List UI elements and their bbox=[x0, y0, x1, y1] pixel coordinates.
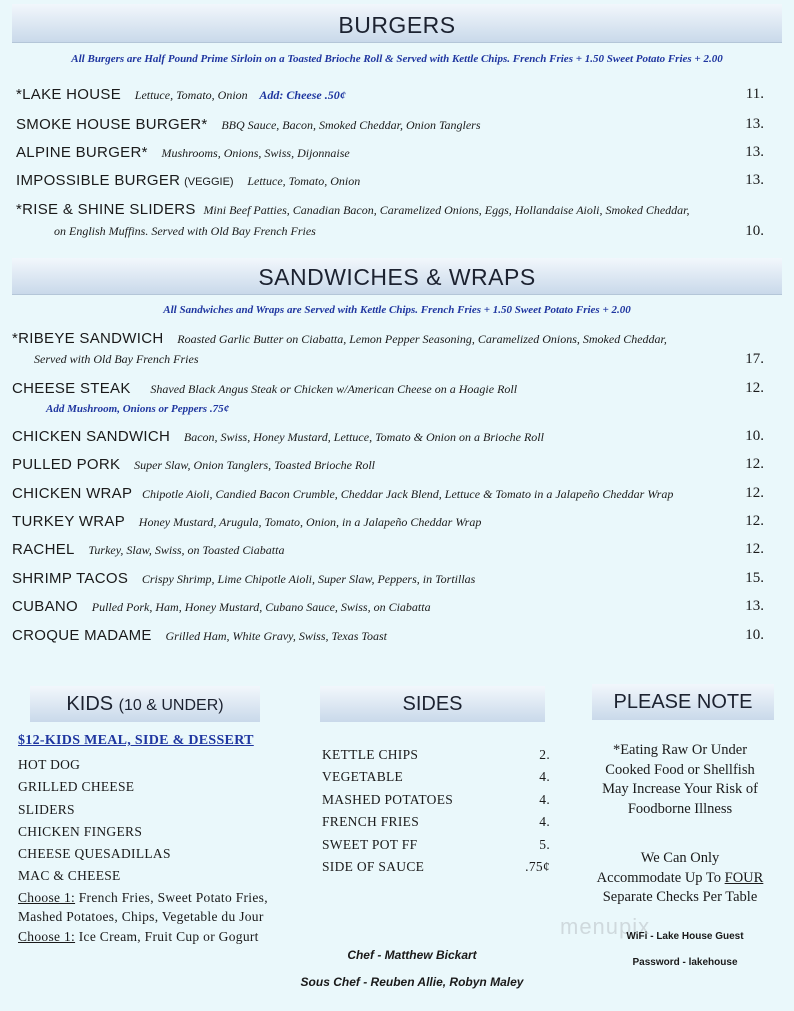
item-price: 15. bbox=[745, 570, 764, 586]
item-desc: Pulled Pork, Ham, Honey Mustard, Cubano Sauce, Swiss, on Ciabatta bbox=[91, 600, 431, 614]
item-name: *LAKE HOUSE bbox=[16, 86, 122, 103]
kids-choose-dessert bbox=[18, 929, 259, 945]
burgers-banner bbox=[12, 4, 782, 43]
side-name: KETTLE CHIPS bbox=[322, 747, 419, 762]
item-name: CUBANO bbox=[12, 598, 78, 615]
menu-item bbox=[16, 116, 764, 134]
item-desc: Mushrooms, Onions, Swiss, Dijonnaise bbox=[161, 146, 350, 160]
item-name: RACHEL bbox=[12, 541, 75, 558]
kids-deal: $12-KIDS MEAL, SIDE & DESSERT bbox=[18, 733, 254, 748]
item-desc: Grilled Ham, White Gravy, Swiss, Texas Toast bbox=[165, 629, 387, 643]
item-price: 13. bbox=[745, 598, 764, 614]
menu-item bbox=[12, 541, 764, 559]
sous-chef-credit: Sous Chef - Reuben Allie, Robyn Maley bbox=[300, 975, 524, 989]
kids-title: KIDS bbox=[66, 693, 114, 715]
checks-line: Separate Checks Per Table bbox=[602, 889, 758, 905]
item-name: SHRIMP TACOS bbox=[12, 570, 129, 587]
item-price: 13. bbox=[745, 172, 764, 188]
item-desc: Super Slaw, Onion Tanglers, Toasted Brioche Roll bbox=[134, 458, 375, 472]
checks-emphasis: FOUR bbox=[724, 869, 764, 886]
item-desc: Honey Mustard, Arugula, Tomato, Onion, in a Jalapeño Cheddar Wrap bbox=[138, 515, 482, 529]
sides-title: SIDES bbox=[402, 693, 463, 715]
menu-item bbox=[16, 201, 764, 219]
menu-item bbox=[12, 380, 764, 398]
menu-item bbox=[12, 598, 764, 616]
please-note-banner bbox=[592, 684, 774, 720]
item-desc: Shaved Black Angus Steak or Chicken w/American Cheese on a Hoagie Roll bbox=[150, 382, 518, 396]
kids-item: MAC & CHEESE bbox=[18, 868, 121, 883]
sandwiches-title: SANDWICHES & WRAPS bbox=[258, 264, 536, 290]
item-name: *RISE & SHINE SLIDERS bbox=[16, 201, 196, 218]
side-price: 4. bbox=[539, 769, 550, 784]
item-name: CROQUE MADAME bbox=[12, 627, 152, 644]
item-name: *RIBEYE SANDWICH bbox=[12, 330, 164, 347]
menu-item bbox=[16, 86, 764, 104]
side-price: .75¢ bbox=[525, 859, 550, 874]
item-desc: Lettuce, Tomato, Onion bbox=[247, 174, 361, 188]
item-desc: BBQ Sauce, Bacon, Smoked Cheddar, Onion Tanglers bbox=[221, 118, 481, 132]
item-desc: Lettuce, Tomato, Onion bbox=[134, 88, 248, 102]
item-desc: Crispy Shrimp, Lime Chipotle Aioli, Super Slaw, Peppers, in Tortillas bbox=[141, 572, 476, 586]
side-name: SIDE OF SAUCE bbox=[322, 859, 425, 874]
side-item bbox=[322, 747, 550, 763]
item-price: 12. bbox=[745, 485, 764, 501]
item-name: CHEESE STEAK bbox=[12, 380, 131, 397]
item-desc: on English Muffins. Served with Old Bay French Fries bbox=[54, 224, 316, 238]
item-desc: Roasted Garlic Butter on Ciabatta, Lemon Pepper Seasoning, Caramelized Onions, Smoked Cheddar, bbox=[177, 332, 667, 346]
side-item bbox=[322, 792, 550, 808]
menu-item bbox=[12, 627, 764, 645]
side-price: 5. bbox=[539, 837, 550, 852]
kids-banner bbox=[30, 686, 260, 722]
menu-item bbox=[16, 144, 764, 162]
menu-item bbox=[16, 172, 764, 190]
item-desc: Turkey, Slaw, Swiss, on Toasted Ciabatta bbox=[88, 543, 285, 557]
side-name: VEGETABLE bbox=[322, 769, 404, 784]
item-price: 12. bbox=[745, 513, 764, 529]
warning-line: Cooked Food or Shellfish bbox=[605, 761, 755, 778]
checks-line: We Can Only bbox=[640, 850, 720, 866]
warning-line: Foodborne Illness bbox=[627, 800, 733, 817]
raw-food-warning bbox=[575, 741, 785, 819]
choose-text: Ice Cream, Fruit Cup or Gogurt bbox=[75, 929, 259, 944]
kids-item: CHICKEN FINGERS bbox=[18, 824, 143, 839]
item-name: TURKEY WRAP bbox=[12, 513, 126, 530]
choose-label: Choose 1: bbox=[18, 890, 76, 905]
chef-credit: Chef - Matthew Bickart bbox=[347, 948, 477, 962]
side-price: 4. bbox=[539, 792, 550, 807]
item-price: 11. bbox=[745, 86, 764, 102]
item-price: 10. bbox=[745, 627, 764, 643]
menu-item bbox=[12, 428, 764, 446]
kids-choose-side-2: Mashed Potatoes, Chips, Vegetable du Jour bbox=[18, 909, 264, 924]
item-name: ALPINE BURGER* bbox=[16, 144, 148, 161]
side-item bbox=[322, 837, 550, 853]
item-name: CHICKEN SANDWICH bbox=[12, 428, 171, 445]
item-price: 13. bbox=[745, 144, 764, 160]
watermark-text: menupix bbox=[560, 914, 651, 939]
burgers-note: All Burgers are Half Pound Prime Sirloin on a Toasted Brioche Roll & Served with Kettle Chips. French Fries + 1.50 Sweet Potato Fries + 2.00 bbox=[71, 53, 723, 65]
side-item bbox=[322, 814, 550, 830]
menu-item bbox=[12, 456, 764, 474]
item-name: PULLED PORK bbox=[12, 456, 121, 473]
please-note-title: PLEASE NOTE bbox=[613, 691, 753, 713]
cheesesteak-addon: Add Mushroom, Onions or Peppers .75¢ bbox=[46, 403, 230, 415]
item-addon: Add: Cheese .50¢ bbox=[259, 88, 346, 102]
warning-line: May Increase Your Risk of bbox=[602, 781, 758, 797]
menu-item bbox=[12, 513, 764, 531]
item-price: 12. bbox=[745, 380, 764, 396]
side-name: SWEET POT FF bbox=[322, 837, 418, 852]
side-item bbox=[322, 859, 550, 875]
menu-item bbox=[12, 330, 764, 348]
sides-banner bbox=[320, 686, 545, 722]
side-name: MASHED POTATOES bbox=[322, 792, 454, 807]
checks-line-2 bbox=[575, 869, 785, 889]
item-price: 10. bbox=[745, 223, 764, 239]
item-tag: (VEGGIE) bbox=[184, 176, 234, 188]
item-desc: Served with Old Bay French Fries bbox=[34, 352, 199, 366]
kids-item: HOT DOG bbox=[18, 757, 81, 772]
menu-item bbox=[12, 485, 764, 503]
menu-item bbox=[12, 570, 764, 588]
side-name: FRENCH FRIES bbox=[322, 814, 419, 829]
item-desc: Bacon, Swiss, Honey Mustard, Lettuce, Tomato & Onion on a Brioche Roll bbox=[183, 430, 544, 444]
menu-item-line2 bbox=[16, 223, 764, 240]
item-name: CHICKEN WRAP bbox=[12, 485, 133, 502]
side-price: 4. bbox=[539, 814, 550, 829]
choose-label: Choose 1: bbox=[18, 929, 76, 944]
sandwiches-banner bbox=[12, 258, 782, 295]
kids-title-sub: (10 & UNDER) bbox=[118, 697, 224, 714]
kids-item: GRILLED CHEESE bbox=[18, 779, 135, 794]
item-price: 13. bbox=[745, 116, 764, 132]
kids-choose-side bbox=[18, 890, 268, 906]
kids-item: CHEESE QUESADILLAS bbox=[18, 846, 171, 861]
menu-item-line2 bbox=[12, 351, 764, 368]
wifi-network: WiFi - Lake House Guest bbox=[626, 931, 744, 942]
item-price: 17. bbox=[745, 351, 764, 367]
side-item bbox=[322, 769, 550, 785]
choose-text: French Fries, Sweet Potato Fries, bbox=[75, 890, 268, 905]
burgers-title: BURGERS bbox=[338, 12, 456, 38]
checks-text: Accommodate Up To bbox=[596, 869, 725, 886]
sandwiches-note: All Sandwiches and Wraps are Served with Kettle Chips. French Fries + 1.50 Sweet Potato Fries + 2.00 bbox=[163, 304, 631, 316]
item-price: 10. bbox=[745, 428, 764, 444]
checks-note bbox=[575, 849, 785, 908]
side-price: 2. bbox=[539, 747, 550, 762]
item-name: SMOKE HOUSE BURGER* bbox=[16, 116, 208, 133]
item-desc: Mini Beef Patties, Canadian Bacon, Caramelized Onions, Eggs, Hollandaise Aioli, Smoked Cheddar, bbox=[203, 203, 690, 217]
item-price: 12. bbox=[745, 456, 764, 472]
item-name: IMPOSSIBLE BURGER bbox=[16, 172, 181, 189]
warning-line: *Eating Raw Or Under bbox=[612, 742, 748, 758]
item-desc: Chipotle Aioli, Candied Bacon Crumble, Cheddar Jack Blend, Lettuce & Tomato in a Jalapeño Cheddar Wrap bbox=[142, 487, 674, 501]
kids-item: SLIDERS bbox=[18, 802, 75, 817]
item-price: 12. bbox=[745, 541, 764, 557]
wifi-password: Password - lakehouse bbox=[632, 957, 738, 968]
